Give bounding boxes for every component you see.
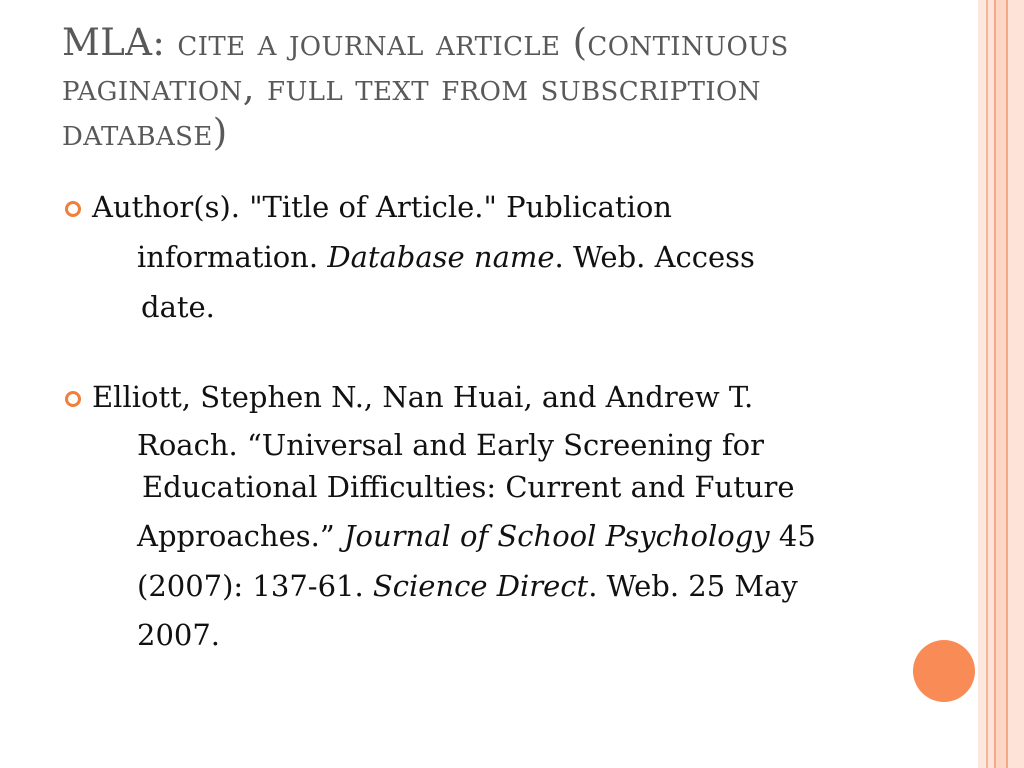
text-run: 2007. xyxy=(137,618,221,652)
border-stripe-6 xyxy=(1008,0,1024,768)
bullet-item-example xyxy=(62,378,882,668)
text-run: . Web. 25 May xyxy=(588,569,798,603)
text-run: Elliott, Stephen N., Nan Huai, and Andrew T. xyxy=(92,380,754,414)
bullet-line xyxy=(137,428,764,462)
border-stripe-outer xyxy=(978,0,986,768)
bullet-line xyxy=(137,569,798,603)
text-run: (2007): 137-61. xyxy=(137,569,373,603)
bullet-line xyxy=(92,380,753,414)
database-name-text: Database name xyxy=(327,240,555,274)
bullet-line xyxy=(137,618,220,652)
text-run: Approaches.” xyxy=(137,519,344,553)
title-line: pagination, full text from subscription xyxy=(62,66,761,109)
bullet-line xyxy=(137,519,816,553)
text-run: information. xyxy=(137,240,328,274)
database-name-text: Science Direct xyxy=(372,569,589,603)
bullet-line xyxy=(142,470,795,504)
title-line: MLA: cite a journal article (continuous xyxy=(62,21,789,64)
bullet-line xyxy=(137,240,755,274)
ring-bullet-icon xyxy=(65,201,81,217)
bullet-line xyxy=(92,190,672,224)
ring-bullet-icon xyxy=(65,391,81,407)
text-run: 45 xyxy=(769,519,816,553)
text-run: Educational Difficulties: Current and Future xyxy=(142,470,795,504)
title-line: database) xyxy=(62,111,228,154)
journal-name-text: Journal of School Psychology xyxy=(343,519,770,553)
text-run: Author(s). "Title of Article." Publication xyxy=(92,190,672,224)
text-run: Roach. “Universal and Early Screening for xyxy=(137,428,764,462)
bullet-line xyxy=(141,290,215,324)
border-stripe-4 xyxy=(996,0,1006,768)
slide-title xyxy=(62,20,922,155)
bullet-item-template xyxy=(62,188,882,328)
text-run: date. xyxy=(141,290,215,324)
text-run: . Web. Access xyxy=(554,240,755,274)
orange-circle-icon xyxy=(913,640,975,702)
